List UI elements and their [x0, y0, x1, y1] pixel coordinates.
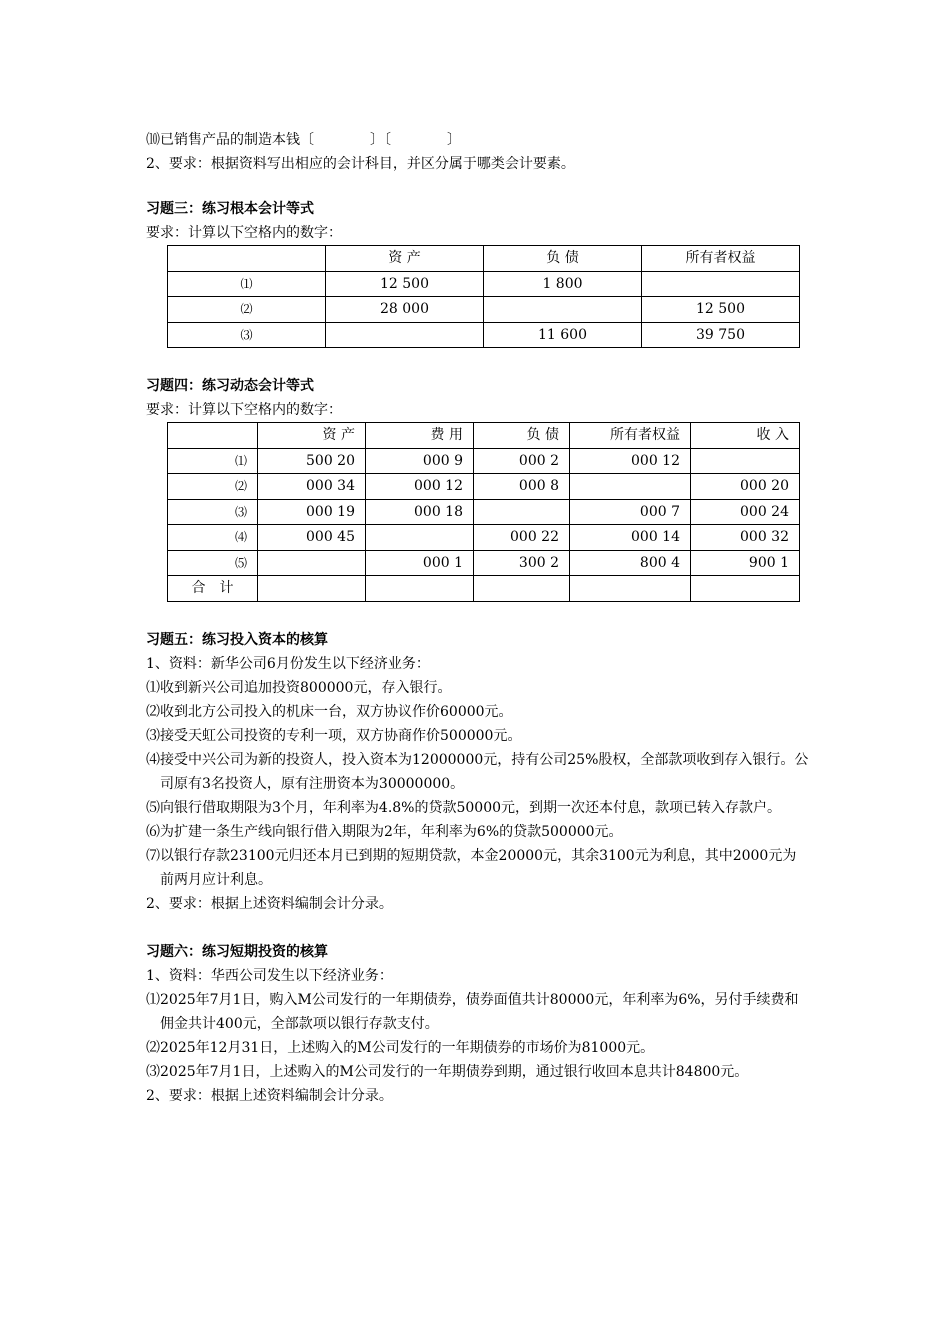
table-cell [691, 576, 800, 602]
header-cell: 所有者权益 [642, 246, 800, 272]
list-item: ⑴收到新兴公司追加投资800000元，存入银行。 [146, 679, 452, 696]
table-cell: 000 20 [691, 474, 800, 500]
exercise-4-requirement: 要求：计算以下空格内的数字： [146, 402, 342, 418]
exercise-3-requirement: 要求：计算以下空格内的数字： [146, 225, 342, 241]
table-row [168, 474, 800, 500]
list-item: ⑵2025年12月31日，上述购入的M公司发行的一年期债券的市场价为81000元。 [146, 1039, 655, 1056]
requirement-2: 2、要求：根据资料写出相应的会计科目，并区分属于哪类会计要素。 [146, 156, 575, 172]
exercise-4-table [167, 422, 800, 602]
item-10-line: ⑽已销售产品的制造本钱〔 〕〔 〕 [146, 132, 461, 148]
table-cell: 000 19 [258, 499, 366, 525]
table-cell: 12 500 [642, 297, 800, 323]
table-header-row [168, 246, 800, 272]
table-cell: 800 4 [570, 550, 691, 576]
list-item: ⑴2025年7月1日，购入M公司发行的一年期债券，债券面值共计80000元，年利率为6%，另付手续费和佣金共计400元，全部款项以银行存款支付。 [146, 991, 799, 1032]
table-header-row [168, 423, 800, 449]
table-cell: 000 7 [570, 499, 691, 525]
table-cell: 000 1 [366, 550, 474, 576]
table-cell [570, 474, 691, 500]
header-cell: 负 债 [474, 423, 570, 449]
table-cell [258, 576, 366, 602]
table-cell: 12 500 [326, 271, 484, 297]
document-page [146, 128, 810, 1108]
list-item: ⑺以银行存款23100元归还本月已到期的短期贷款，本金20000元，其余3100元为利息，其中2000元为前两月应计利息。 [146, 847, 797, 888]
table-row [168, 550, 800, 576]
table-cell: 000 9 [366, 448, 474, 474]
table-row [168, 499, 800, 525]
row-label: ⑴ [168, 271, 326, 297]
exercise-3-table [167, 245, 800, 348]
row-label: ⑶ [168, 499, 258, 525]
table-row [168, 525, 800, 551]
table-cell: 000 12 [570, 448, 691, 474]
table-cell [326, 322, 484, 348]
row-label: ⑵ [168, 297, 326, 323]
table-cell: 28 000 [326, 297, 484, 323]
exercise-5-intro: 1、资料：新华公司6月份发生以下经济业务： [146, 655, 430, 672]
table-cell: 300 2 [474, 550, 570, 576]
table-cell: 000 18 [366, 499, 474, 525]
exercise-4-title: 习题四：练习动态会计等式 [146, 378, 314, 394]
exercise-6-requirement: 2、要求：根据上述资料编制会计分录。 [146, 1087, 393, 1104]
exercise-6-title: 习题六：练习短期投资的核算 [146, 943, 328, 960]
table-cell: 000 2 [474, 448, 570, 474]
table-cell: 1 800 [484, 271, 642, 297]
table-cell [366, 525, 474, 551]
header-cell: 费 用 [366, 423, 474, 449]
table-cell: 000 24 [691, 499, 800, 525]
exercise-6-intro: 1、资料：华西公司发生以下经济业务： [146, 967, 393, 984]
header-cell: 资 产 [326, 246, 484, 272]
table-cell [642, 271, 800, 297]
table-row [168, 297, 800, 323]
table-cell: 000 32 [691, 525, 800, 551]
table-cell: 11 600 [484, 322, 642, 348]
table-cell: 000 22 [474, 525, 570, 551]
table-row [168, 322, 800, 348]
list-item: ⑸向银行借取期限为3个月，年利率为4.8%的贷款50000元，到期一次还本付息，款项已转入存款户。 [146, 799, 782, 816]
table-cell: 000 14 [570, 525, 691, 551]
header-cell: 所有者权益 [570, 423, 691, 449]
header-cell: 负 债 [484, 246, 642, 272]
table-cell [474, 576, 570, 602]
table-total-row [168, 576, 800, 602]
exercise-5-title: 习题五：练习投入资本的核算 [146, 631, 328, 648]
table-row [168, 271, 800, 297]
table-cell: 500 20 [258, 448, 366, 474]
list-item: ⑷接受中兴公司为新的投资人，投入资本为12000000元，持有公司25%股权，全部款项收到存入银行。公司原有3名投资人，原有注册资本为30000000。 [146, 751, 809, 792]
list-item: ⑶接受天虹公司投资的专利一项，双方协商作价500000元。 [146, 727, 522, 744]
table-cell: 000 45 [258, 525, 366, 551]
list-item: ⑹为扩建一条生产线向银行借入期限为2年，年利率为6%的贷款500000元。 [146, 823, 623, 840]
row-label: ⑵ [168, 474, 258, 500]
row-label: ⑶ [168, 322, 326, 348]
exercise-3-title: 习题三：练习根本会计等式 [146, 201, 314, 217]
row-label: ⑸ [168, 550, 258, 576]
total-label: 合 计 [168, 576, 258, 602]
row-label: ⑴ [168, 448, 258, 474]
table-cell [366, 576, 474, 602]
table-cell [570, 576, 691, 602]
header-cell [168, 246, 326, 272]
row-label: ⑷ [168, 525, 258, 551]
table-cell: 000 34 [258, 474, 366, 500]
table-cell [474, 499, 570, 525]
table-cell: 900 1 [691, 550, 800, 576]
header-cell: 收 入 [691, 423, 800, 449]
table-cell [484, 297, 642, 323]
table-cell: 000 12 [366, 474, 474, 500]
table-cell [258, 550, 366, 576]
table-cell [691, 448, 800, 474]
table-cell: 39 750 [642, 322, 800, 348]
table-cell: 000 8 [474, 474, 570, 500]
table-row [168, 448, 800, 474]
list-item: ⑶2025年7月1日，上述购入的M公司发行的一年期债券到期，通过银行收回本息共计84800元。 [146, 1063, 749, 1080]
header-cell [168, 423, 258, 449]
header-cell: 资 产 [258, 423, 366, 449]
exercise-5-requirement: 2、要求：根据上述资料编制会计分录。 [146, 895, 393, 912]
list-item: ⑵收到北方公司投入的机床一台，双方协议作价60000元。 [146, 703, 513, 720]
